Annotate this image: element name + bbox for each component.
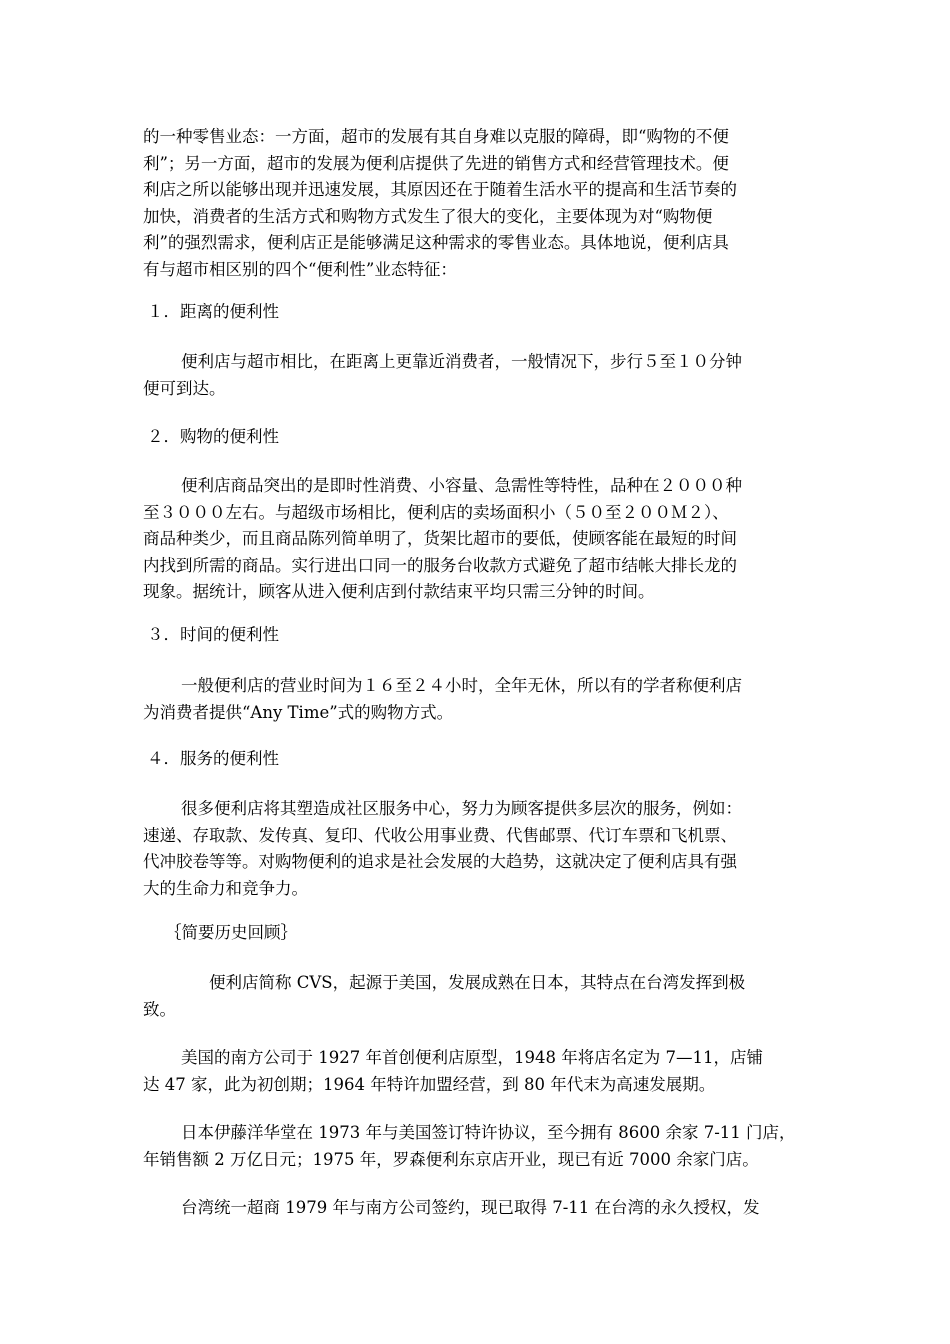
paragraph-line: 很多便利店将其塑造成社区服务中心，努力为顾客提供多层次的服务，例如： [181,799,742,818]
paragraph-service [143,796,807,902]
paragraph-line: 日本伊藤洋华堂在 1973 年与美国签订特许协议，至今拥有 8600 余家 7-11 门店， [181,1123,796,1142]
paragraph-line: 商品种类少，而且商品陈列简单明了，货架比超市的要低，使顾客能在最短的时间 [143,529,737,548]
paragraph-shopping [143,473,807,606]
paragraph-line: 现象。据统计，顾客从进入便利店到付款结束平均只需三分钟的时间。 [143,582,655,601]
paragraph-line: 便可到达。 [143,378,226,398]
paragraph-history-intro [143,970,807,1023]
paragraph-line: 利店之所以能够出现并迅速发展，其原因还在于随着生活水平的提高和生活节奏的 [143,180,737,199]
paragraph-line: 至３０００左右。与超级市场相比，便利店的卖场面积小（５０至２００Ｍ２）、 [143,502,729,522]
paragraph-line: 一般便利店的营业时间为１６至２４小时，全年无休，所以有的学者称便利店 [181,676,742,695]
section-heading-service: ４．服务的便利性 [147,749,279,768]
paragraph-time [143,673,807,726]
paragraph-taiwan [143,1195,807,1222]
section-heading-distance: １．距离的便利性 [147,302,279,321]
paragraph-line: 代冲胶卷等等。对购物便利的追求是社会发展的大趋势，这就决定了便利店具有强 [143,852,737,871]
paragraph-distance [143,349,807,402]
paragraph-line: 加快，消费者的生活方式和购物方式发生了很大的变化，主要体现为对“购物便 [143,206,713,226]
section-heading-shopping: ２．购物的便利性 [147,427,279,446]
paragraph-usa [143,1045,807,1098]
paragraph-line: 便利店商品突出的是即时性消费、小容量、急需性等特性，品种在２０００种 [181,476,742,495]
paragraph-line: 致。 [143,999,176,1019]
paragraph-japan [143,1120,807,1173]
paragraph-line: 便利店与超市相比，在距离上更靠近消费者，一般情况下，步行５至１０分钟 [181,352,742,371]
paragraph-line: 大的生命力和竞争力。 [143,878,308,898]
section-heading-time: ３．时间的便利性 [147,625,279,644]
paragraph-line: 的一种零售业态：一方面，超市的发展有其自身难以克服的障碍，即“购物的不便 [143,127,729,146]
paragraph-line: 速递、存取款、发传真、复印、代收公用事业费、代售邮票、代订车票和飞机票、 [143,825,737,845]
paragraph-line: 内找到所需的商品。实行进出口同一的服务台收款方式避免了超市结帐大排长龙的 [143,555,737,575]
paragraph-line: 便利店简称 CVS，起源于美国，发展成熟在日本，其特点在台湾发挥到极 [209,973,746,992]
paragraph-line: 利”的强烈需求，便利店正是能够满足这种需求的零售业态。具体地说，便利店具 [143,233,729,252]
paragraph-line: 美国的南方公司于 1927 年首创便利店原型，1948 年将店名定为 7—11，店铺 [181,1048,763,1067]
paragraph-line: 利”；另一方面，超市的发展为便利店提供了先进的销售方式和经营管理技术。便 [143,153,729,173]
intro-paragraph [143,124,807,283]
paragraph-line: 台湾统一超商 1979 年与南方公司签约，现已取得 7-11 在台湾的永久授权，发 [181,1198,760,1217]
paragraph-line: 为消费者提供“Any Time”式的购物方式。 [143,702,454,722]
paragraph-line: 有与超市相区别的四个“便利性”业态特征： [143,259,457,279]
paragraph-line: 年销售额 2 万亿日元；1975 年，罗森便利东京店开业，现已有近 7000 余家门店。 [143,1149,759,1169]
section-heading-history: ｛简要历史回顾｝ [165,923,297,942]
paragraph-line: 达 47 家，此为初创期；1964 年特许加盟经营，到 80 年代末为高速发展期。 [143,1074,716,1094]
